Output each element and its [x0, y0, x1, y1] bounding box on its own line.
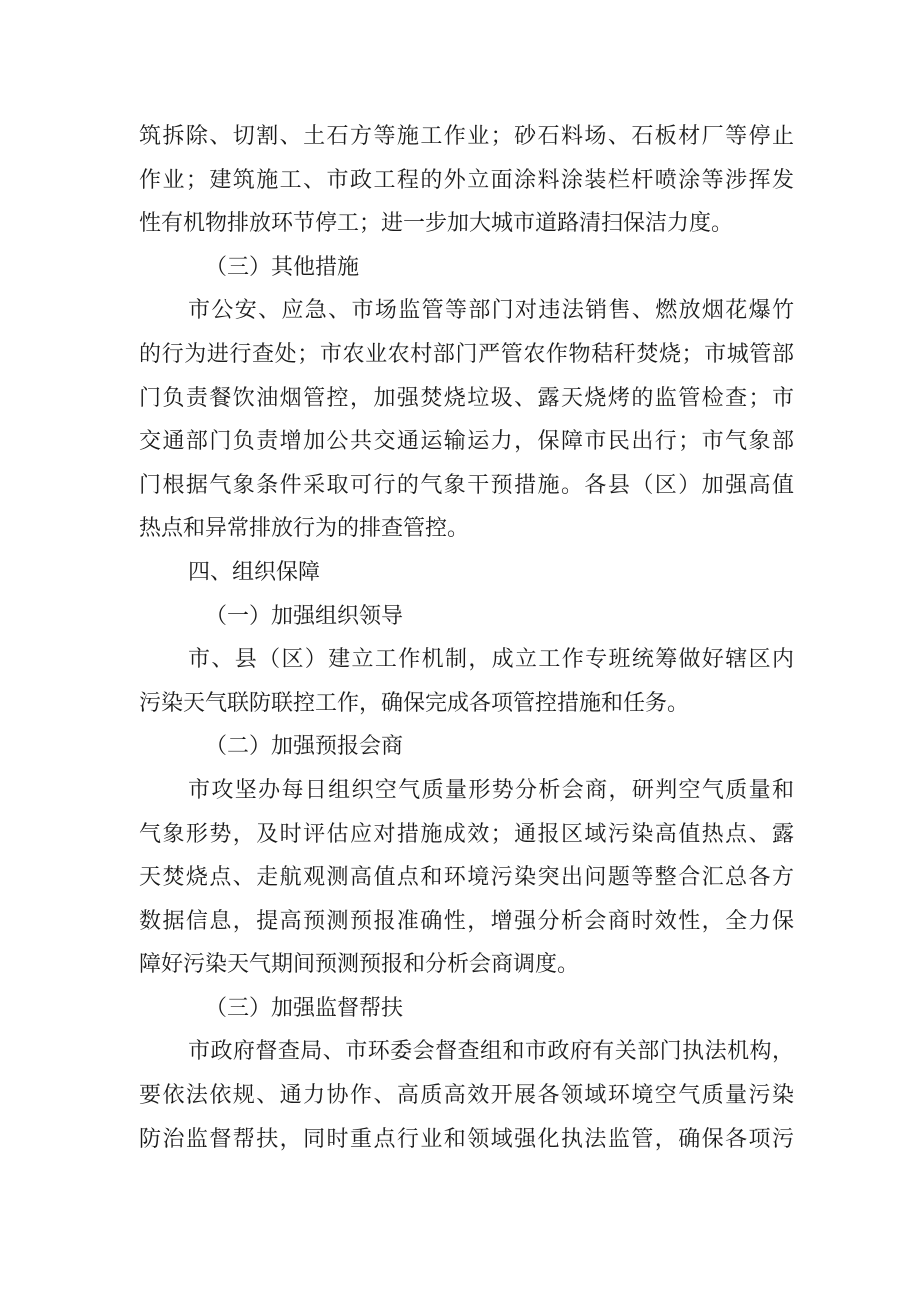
para-supervision-assistance-line: 防治监督帮扶，同时重点行业和领域强化执法监管，确保各项污	[139, 1126, 794, 1152]
heading-forecast-consultation	[139, 725, 794, 769]
para-forecast-consultation-line: 天焚烧点、走航观测高值点和环境污染突出问题等整合汇总各方	[139, 865, 794, 891]
heading-other-measures-line: （三）其他措施	[205, 254, 360, 280]
heading-strengthen-leadership	[139, 595, 794, 639]
para-other-measures-line: 门根据气象条件采取可行的气象干预措施。各县（区）加强高值	[139, 472, 794, 498]
para-forecast-consultation-line: 气象形势，及时评估应对措施成效；通报区域污染高值热点、露	[139, 821, 794, 847]
para-construction-continued-line: 性有机物排放环节停工；进一步加大城市道路清扫保洁力度。	[139, 211, 734, 237]
para-construction-continued	[139, 115, 794, 246]
para-other-measures-line: 热点和异常排放行为的排查管控。	[139, 516, 470, 542]
document-body	[139, 115, 794, 1161]
para-forecast-consultation-line: 障好污染天气期间预测预报和分析会商调度。	[139, 952, 580, 978]
para-construction-continued-line: 作业；建筑施工、市政工程的外立面涂料涂装栏杆喷涂等涉挥发	[139, 167, 794, 193]
para-forecast-consultation-line: 市攻坚办每日组织空气质量形势分析会商，研判空气质量和	[188, 777, 794, 803]
para-strengthen-leadership-line: 污染天气联防联控工作，确保完成各项管控措施和任务。	[139, 690, 690, 716]
para-construction-continued-line: 筑拆除、切割、土石方等施工作业；砂石料场、石板材厂等停止	[139, 124, 794, 149]
heading-strengthen-leadership-line: （一）加强组织领导	[205, 603, 404, 629]
heading-forecast-consultation-line: （二）加强预报会商	[205, 734, 404, 760]
para-forecast-consultation-line: 数据信息，提高预测预报准确性，增强分析会商时效性，全力保	[139, 908, 794, 934]
para-strengthen-leadership	[139, 638, 794, 725]
para-forecast-consultation	[139, 769, 794, 987]
para-supervision-assistance-line: 市政府督查局、市环委会督查组和市政府有关部门执法机构，	[188, 1039, 794, 1065]
para-other-measures-line: 门负责餐饮油烟管控，加强焚烧垃圾、露天烧烤的监管检查；市	[139, 385, 794, 411]
para-strengthen-leadership-line: 市、县（区）建立工作机制，成立工作专班统筹做好辖区内	[188, 647, 794, 673]
heading-supervision-assistance-line: （三）加强监督帮扶	[205, 995, 404, 1021]
para-other-measures-line: 的行为进行查处；市农业农村部门严管农作物秸秆焚烧；市城管部	[139, 341, 794, 367]
para-other-measures-line: 交通部门负责增加公共交通运输运力，保障市民出行；市气象部	[139, 429, 794, 455]
para-supervision-assistance	[139, 1030, 794, 1161]
heading-organization-guarantee	[139, 551, 794, 595]
heading-supervision-assistance	[139, 987, 794, 1031]
para-other-measures	[139, 289, 794, 551]
para-other-measures-line: 市公安、应急、市场监管等部门对违法销售、燃放烟花爆竹	[188, 298, 794, 324]
heading-organization-guarantee-line: 四、组织保障	[188, 559, 321, 585]
para-supervision-assistance-line: 要依法依规、通力协作、高质高效开展各领域环境空气质量污染	[139, 1083, 794, 1109]
heading-other-measures	[139, 246, 794, 290]
